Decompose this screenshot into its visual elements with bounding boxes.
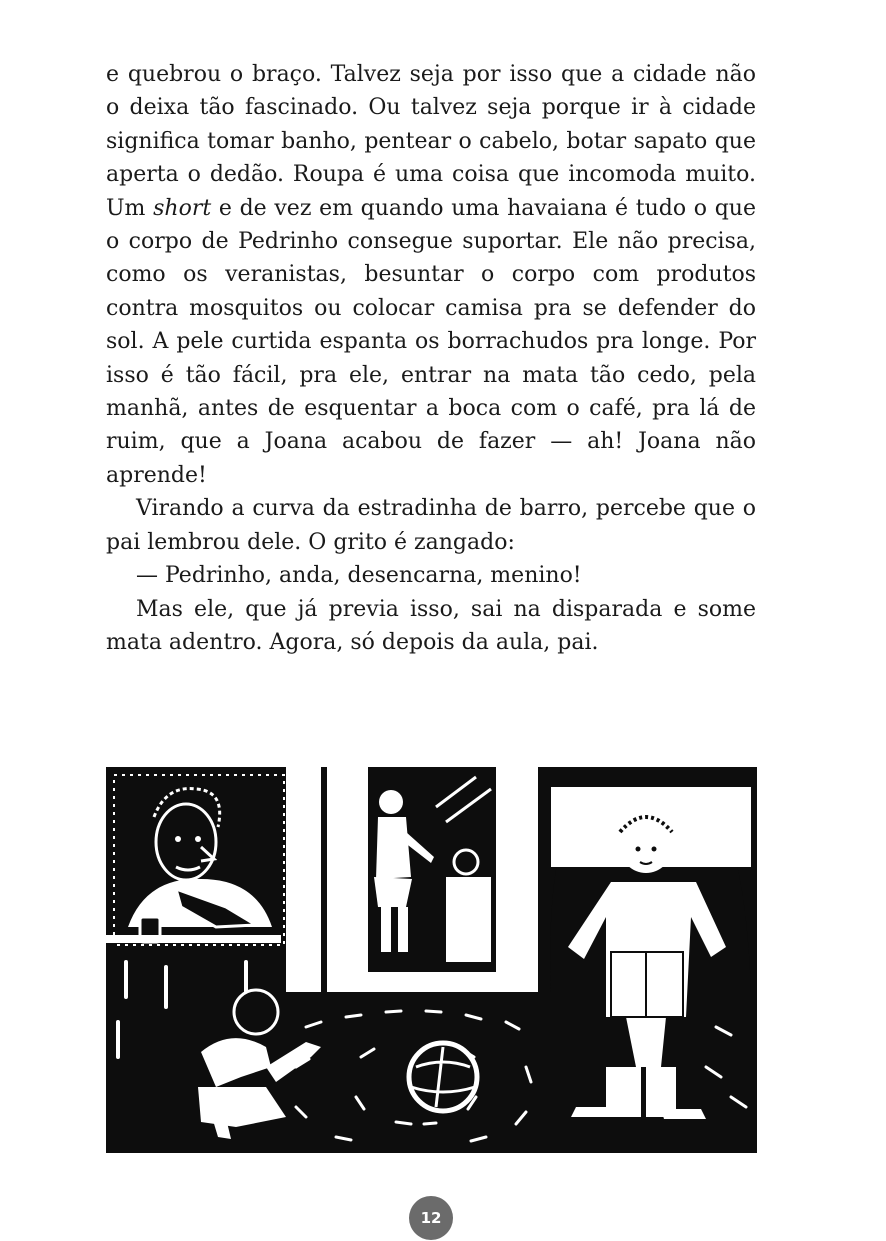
ball-icon <box>409 1043 477 1111</box>
stove <box>446 877 491 962</box>
paragraph-1: e quebrou o braço. Talvez seja por isso que a cidade não o deixa tão fascinado. Ou talvez seja porque ir à cidade significa tomar banho, pentear o cabelo, botar sapato que aperta o dedão. Roupa é uma coisa que incomoda muito. Um short e de vez em quando uma havaiana é tudo o que o corpo de Pedrinho consegue suportar. Ele não precisa, como os veranistas, besuntar o corpo com produtos contra mosquitos ou colocar camisa pra se defender do sol. A pele curtida espanta os borrachudos pra longe. Por isso é tão fácil, pra ele, entrar na mata tão cedo, pela manhã, antes de esquentar a boca com o café, pra lá de ruim, que a Joana acabou de fazer — ah! Joana não aprende! <box>106 62 756 488</box>
page-number-badge: 12 <box>409 1196 453 1240</box>
family-illustration <box>106 767 757 1153</box>
wall-left-post <box>321 767 327 992</box>
italic-word: short <box>153 195 212 221</box>
body-text <box>106 58 756 659</box>
joana-head <box>234 990 278 1034</box>
paragraph-3-dialogue: — Pedrinho, anda, desencarna, menino! <box>136 563 582 589</box>
paragraph-4: Mas ele, que já previa isso, sai na disparada e some mata adentro. Agora, só depois da aula, pai. <box>106 596 756 655</box>
paragraph-2: Virando a curva da estradinha de barro, percebe que o pai lembrou dele. O grito é zangado: <box>106 496 756 555</box>
kettle-icon <box>454 850 478 874</box>
table-top <box>106 935 281 943</box>
